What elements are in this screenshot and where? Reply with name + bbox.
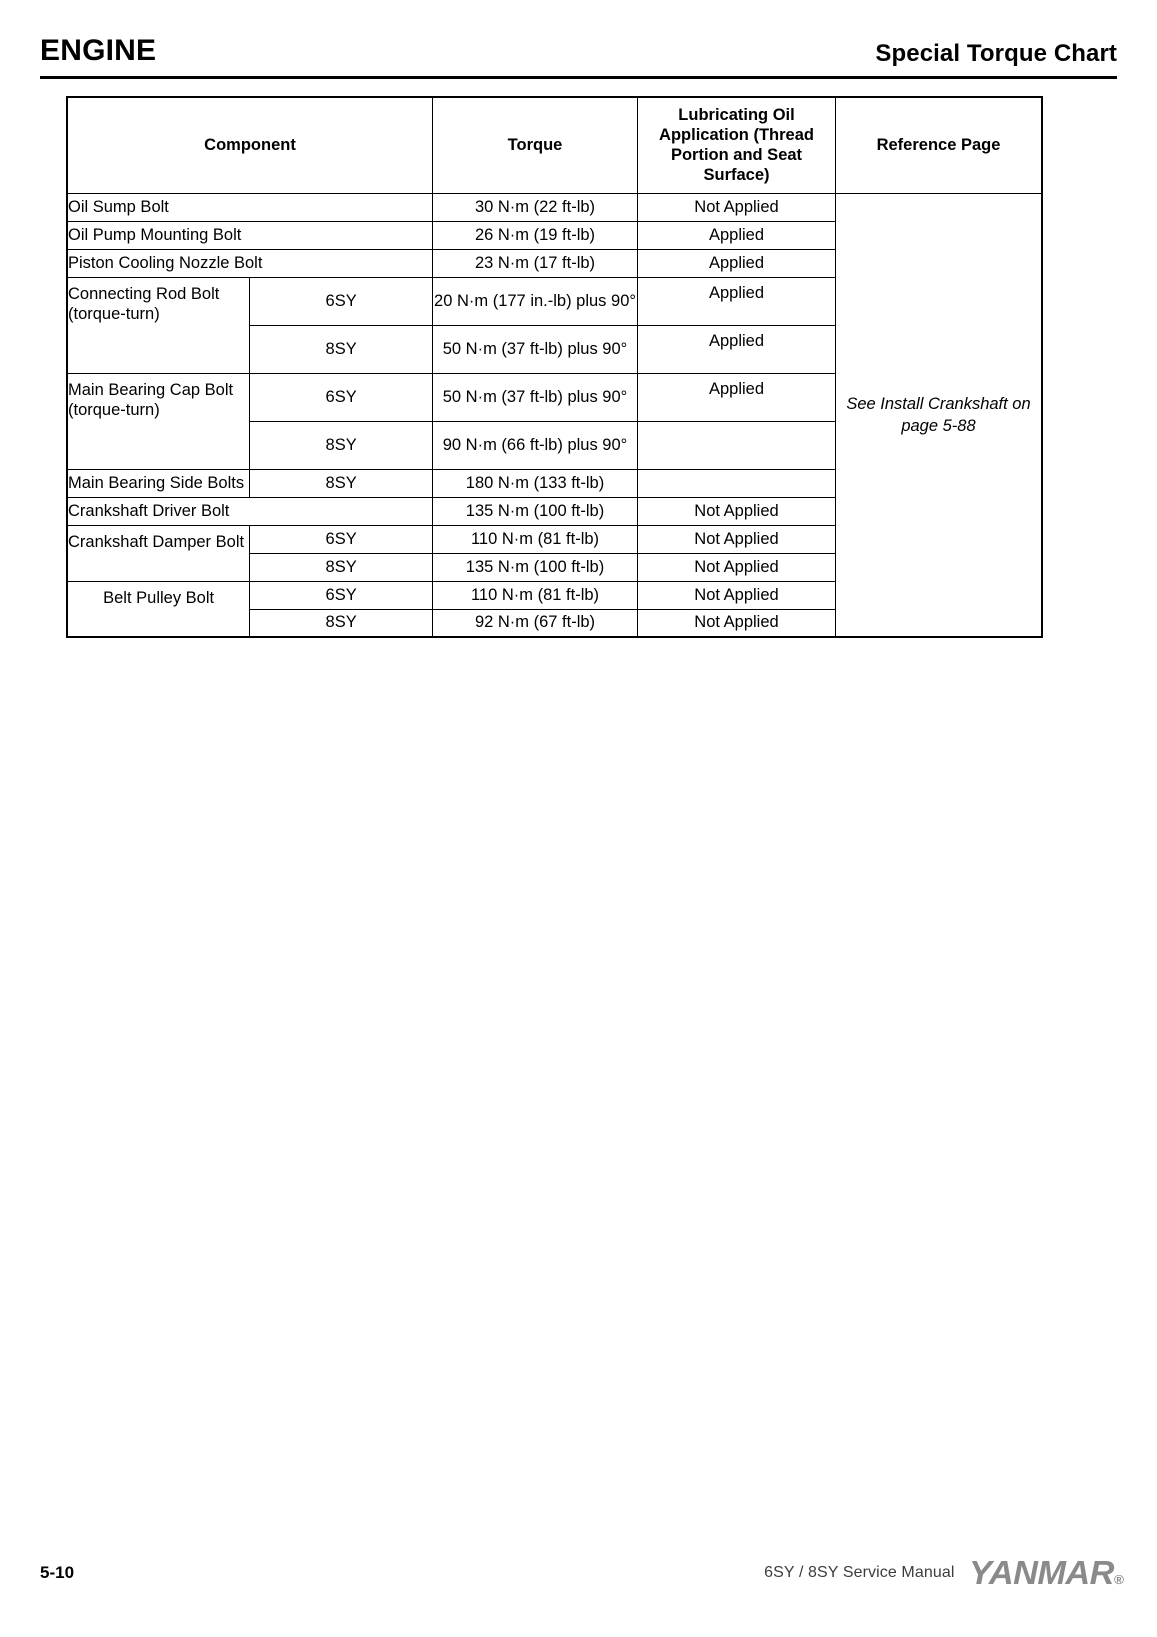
page-header <box>40 36 1117 66</box>
cell-model: 8SY <box>250 553 433 581</box>
cell-lubricating-oil: Applied <box>638 249 836 277</box>
cell-component: Crankshaft Damper Bolt <box>67 525 250 581</box>
special-torque-table <box>66 96 1043 638</box>
cell-torque: 110 N·m (81 ft-lb) <box>433 581 638 609</box>
cell-torque: 110 N·m (81 ft-lb) <box>433 525 638 553</box>
column-header-lubricating-oil: Lubricating Oil Application (Thread Portion and Seat Surface) <box>638 97 836 193</box>
cell-torque: 23 N·m (17 ft-lb) <box>433 249 638 277</box>
cell-lubricating-oil <box>638 421 836 469</box>
cell-torque: 50 N·m (37 ft-lb) plus 90° <box>433 325 638 373</box>
table-row <box>67 193 1042 221</box>
cell-model: 8SY <box>250 325 433 373</box>
cell-component: Belt Pulley Bolt <box>67 581 250 637</box>
cell-model: 6SY <box>250 277 433 325</box>
cell-torque: 30 N·m (22 ft-lb) <box>433 193 638 221</box>
page-footer <box>40 1554 1123 1591</box>
cell-lubricating-oil: Not Applied <box>638 609 836 637</box>
cell-component <box>67 277 250 373</box>
cell-component: Crankshaft Driver Bolt <box>67 497 433 525</box>
cell-reference-page: See Install Crankshaft on page 5-88 <box>836 193 1043 637</box>
cell-model: 6SY <box>250 581 433 609</box>
cell-torque: 26 N·m (19 ft-lb) <box>433 221 638 249</box>
footer-manual-name: 6SY / 8SY Service Manual <box>764 1563 955 1581</box>
cell-lubricating-oil: Not Applied <box>638 553 836 581</box>
component-qualifier: (torque-turn) <box>68 401 160 420</box>
cell-lubricating-oil: Applied <box>638 221 836 249</box>
cell-torque: 135 N·m (100 ft-lb) <box>433 497 638 525</box>
footer-page-number: 5-10 <box>40 1562 75 1582</box>
registered-trademark-icon: ® <box>1113 1572 1123 1587</box>
cell-lubricating-oil: Applied <box>638 325 836 373</box>
column-header-torque: Torque <box>433 97 638 193</box>
cell-torque: 50 N·m (37 ft-lb) plus 90° <box>433 373 638 421</box>
cell-model: 8SY <box>250 469 433 497</box>
header-divider <box>40 76 1117 79</box>
component-name: Connecting Rod Bolt <box>68 284 220 303</box>
cell-torque: 90 N·m (66 ft-lb) plus 90° <box>433 421 638 469</box>
footer-right-group <box>764 1554 1123 1591</box>
table-head <box>67 97 1042 193</box>
component-qualifier: (torque-turn) <box>68 305 160 324</box>
cell-component: Oil Sump Bolt <box>67 193 433 221</box>
cell-lubricating-oil: Applied <box>638 277 836 325</box>
cell-torque: 135 N·m (100 ft-lb) <box>433 553 638 581</box>
cell-torque: 20 N·m (177 in.-lb) plus 90° <box>433 277 638 325</box>
cell-lubricating-oil: Not Applied <box>638 497 836 525</box>
table-header-row <box>67 97 1042 193</box>
cell-component <box>67 373 250 469</box>
cell-component: Main Bearing Side Bolts <box>67 469 250 497</box>
component-name: Main Bearing Cap Bolt <box>68 380 234 399</box>
cell-lubricating-oil: Not Applied <box>638 581 836 609</box>
section-title: Special Torque Chart <box>875 40 1117 67</box>
cell-lubricating-oil: Not Applied <box>638 193 836 221</box>
yanmar-wordmark: YANMAR <box>968 1554 1114 1591</box>
page-title: ENGINE <box>40 34 157 67</box>
cell-model: 6SY <box>250 373 433 421</box>
cell-lubricating-oil: Not Applied <box>638 525 836 553</box>
yanmar-logo <box>969 1556 1123 1589</box>
column-header-reference-page: Reference Page <box>836 97 1043 193</box>
cell-component: Oil Pump Mounting Bolt <box>67 221 433 249</box>
column-header-component: Component <box>67 97 433 193</box>
cell-model: 6SY <box>250 525 433 553</box>
cell-lubricating-oil <box>638 469 836 497</box>
cell-model: 8SY <box>250 421 433 469</box>
cell-model: 8SY <box>250 609 433 637</box>
table-body <box>67 193 1042 637</box>
cell-torque: 92 N·m (67 ft-lb) <box>433 609 638 637</box>
cell-component: Piston Cooling Nozzle Bolt <box>67 249 433 277</box>
cell-torque: 180 N·m (133 ft-lb) <box>433 469 638 497</box>
cell-lubricating-oil: Applied <box>638 373 836 421</box>
